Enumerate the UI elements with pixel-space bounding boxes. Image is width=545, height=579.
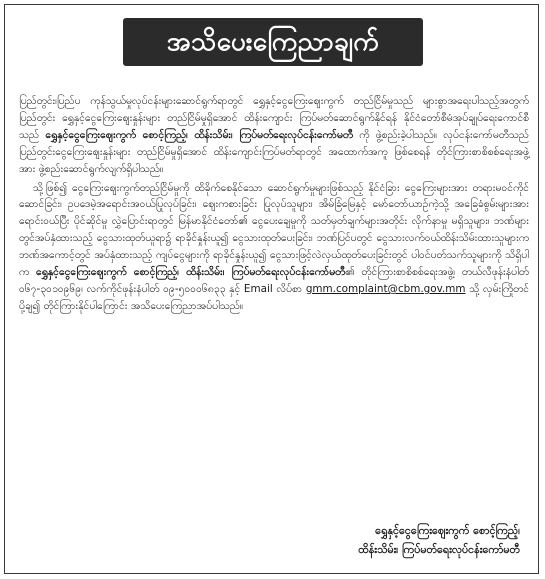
paragraph-notice [19,180,529,315]
signature-line-1: ရွှေနှင့်ငွေကြေးဈေးကွက် စောင့်ကြည့်၊ [375,524,520,537]
signature-block [358,521,520,559]
paragraph-notice-text: သို့ဖြစ်၍ ငွေကြေးဈေးကွက်တည်ငြိမ်မှုကို ထိခိုက်စေနိုင်သော ဆောင်ရွက်မှုများဖြစ်သည့် နိုင်ငံခြား ငွေကြေးများအား တရားမဝင်ကိုင်ဆောင်ခြင်း၊ ဥပဒေမဲ့အရောင်းအဝယ်ပြုလုပ်ခြင်း၊ ဈေးကစားခြင်း ပြုလုပ်သူများ၊ အိမ်ခြံမြေနှင့် မော်တော်ယာဉ်ကဲ့သို့ အခြေခံစွမ်းများအား ရောင်းဝယ်ပြီး ပိုင်ဆိုင်မှု လွှဲပြောင်းရာတွင် မြန်မာနိုင်ငံတော်၏ ငွေပေးချေမှုကို သတ်မှတ်ချက်များအတိုင်း လိုက်နာမှု မရှိသူများ၊ ဘဏ်များတွင်အပ်နှံထားသည့် ငွေသားထုတ်ယူရာ၌ ရာခိုင်နှုန်းယူ၍ ငွေသားထုတ်ပေးခြင်း၊ ဘဏ်ပြင်ပတွင် ငွေသားလက်ဝယ်ထိန်းသိမ်းထားသူများက ဘဏ်အကောင့်တွင် အပ်နှံထားသည့် ကျပ်ငွေများကို ရာခိုင်နှုန်းယူ၍ ငွေသားဖြင့်လဲလှယ်ထုတ်ပေးခြင်းတွင် ပါဝင်ပတ်သက်သူများကို သိရှိပါက [19,181,529,279]
paragraph-notice-closing: သို့ လှမ်းကြိုတင်ပို့ချ၍ တိုင်ကြားနိုင်ပါကြောင်း အသိပေးကြေညာအပ်ပါသည်။ [19,282,529,312]
page-title: အသိပေးကြေညာချက် [123,18,423,66]
committee-name-2: ရွှေနှင့်ငွေကြေးဈေးကွက် စောင့်ကြည့်၊ ထိန်းသိမ်း၊ ကြပ်မတ်ရေးလုပ်ငန်းကော်မတီ [36,266,346,279]
paragraph-notice-contact: ၏ တိုင်ကြားစာစိစစ်ရေးအဖွဲ့၊ တယ်လီဖုန်းနံပါတ် ၀၆၇-၃၀၁၀၉၆၉၊ လက်ကိုင်ဖုန်းနံပါတ် ၀၉-၅၀၀၀၆၈၃၃ နှင့် Email လိပ်စာ [19,266,529,295]
paragraph-intro-text: ပြည်တွင်း၊ပြည်ပ ကုန်သွယ်မှုလုပ်ငန်းများဆောင်ရွက်ရာတွင် ရွှေနှင့်ငွေကြေးဈေးကွက် တည်ငြိမ်မှုသည် များစွာအရေးပါသည့်အတွက် ပြည်တွင်း ရွှေနှင့်ငွေကြေးဈေးနှုန်းများ တည်ငြိမ်မှုရှိအောင် ထိန်းကျောင်း ကြပ်မတ်ဆောင်ရွက်နိုင်ရန် နိုင်ငံတော်စီမံအုပ်ချုပ်ရေးကောင်စီသည် [19,95,529,141]
email-link[interactable]: gmm.complaint@cbm.gov.mm [305,282,466,295]
paragraph-intro [19,93,529,178]
committee-name: ရွှေနှင့်ငွေကြေးဈေးကွက် စောင့်ကြည့်၊ ထိန်းသိမ်း၊ ကြပ်မတ်ရေးလုပ်ငန်းကော်မတီ [45,128,354,141]
announcement-body [19,93,529,317]
signature-line-2: ထိန်းသိမ်း၊ ကြပ်မတ်ရေးလုပ်ငန်းကော်မတီ [358,543,520,556]
paragraph-intro-text-2: ကို ဖွဲ့စည်းခဲ့ပါသည်။ လုပ်ငန်းကော်မတီသည် ပြည်တွင်းငွေကြေးဈေးနှုန်းများ တည်ငြိမ်မှုရှိအောင် ထိန်းကျောင်းကြပ်မတ်ရာတွင် အထောက်အကူ ဖြစ်စေရန် တိုင်ကြားစာစိစစ်ရေးအဖွဲ့ အား ဖွဲ့စည်းဆောင်ရွက်လျက်ရှိပါသည်။ [19,128,529,175]
announcement-frame [4,4,539,574]
